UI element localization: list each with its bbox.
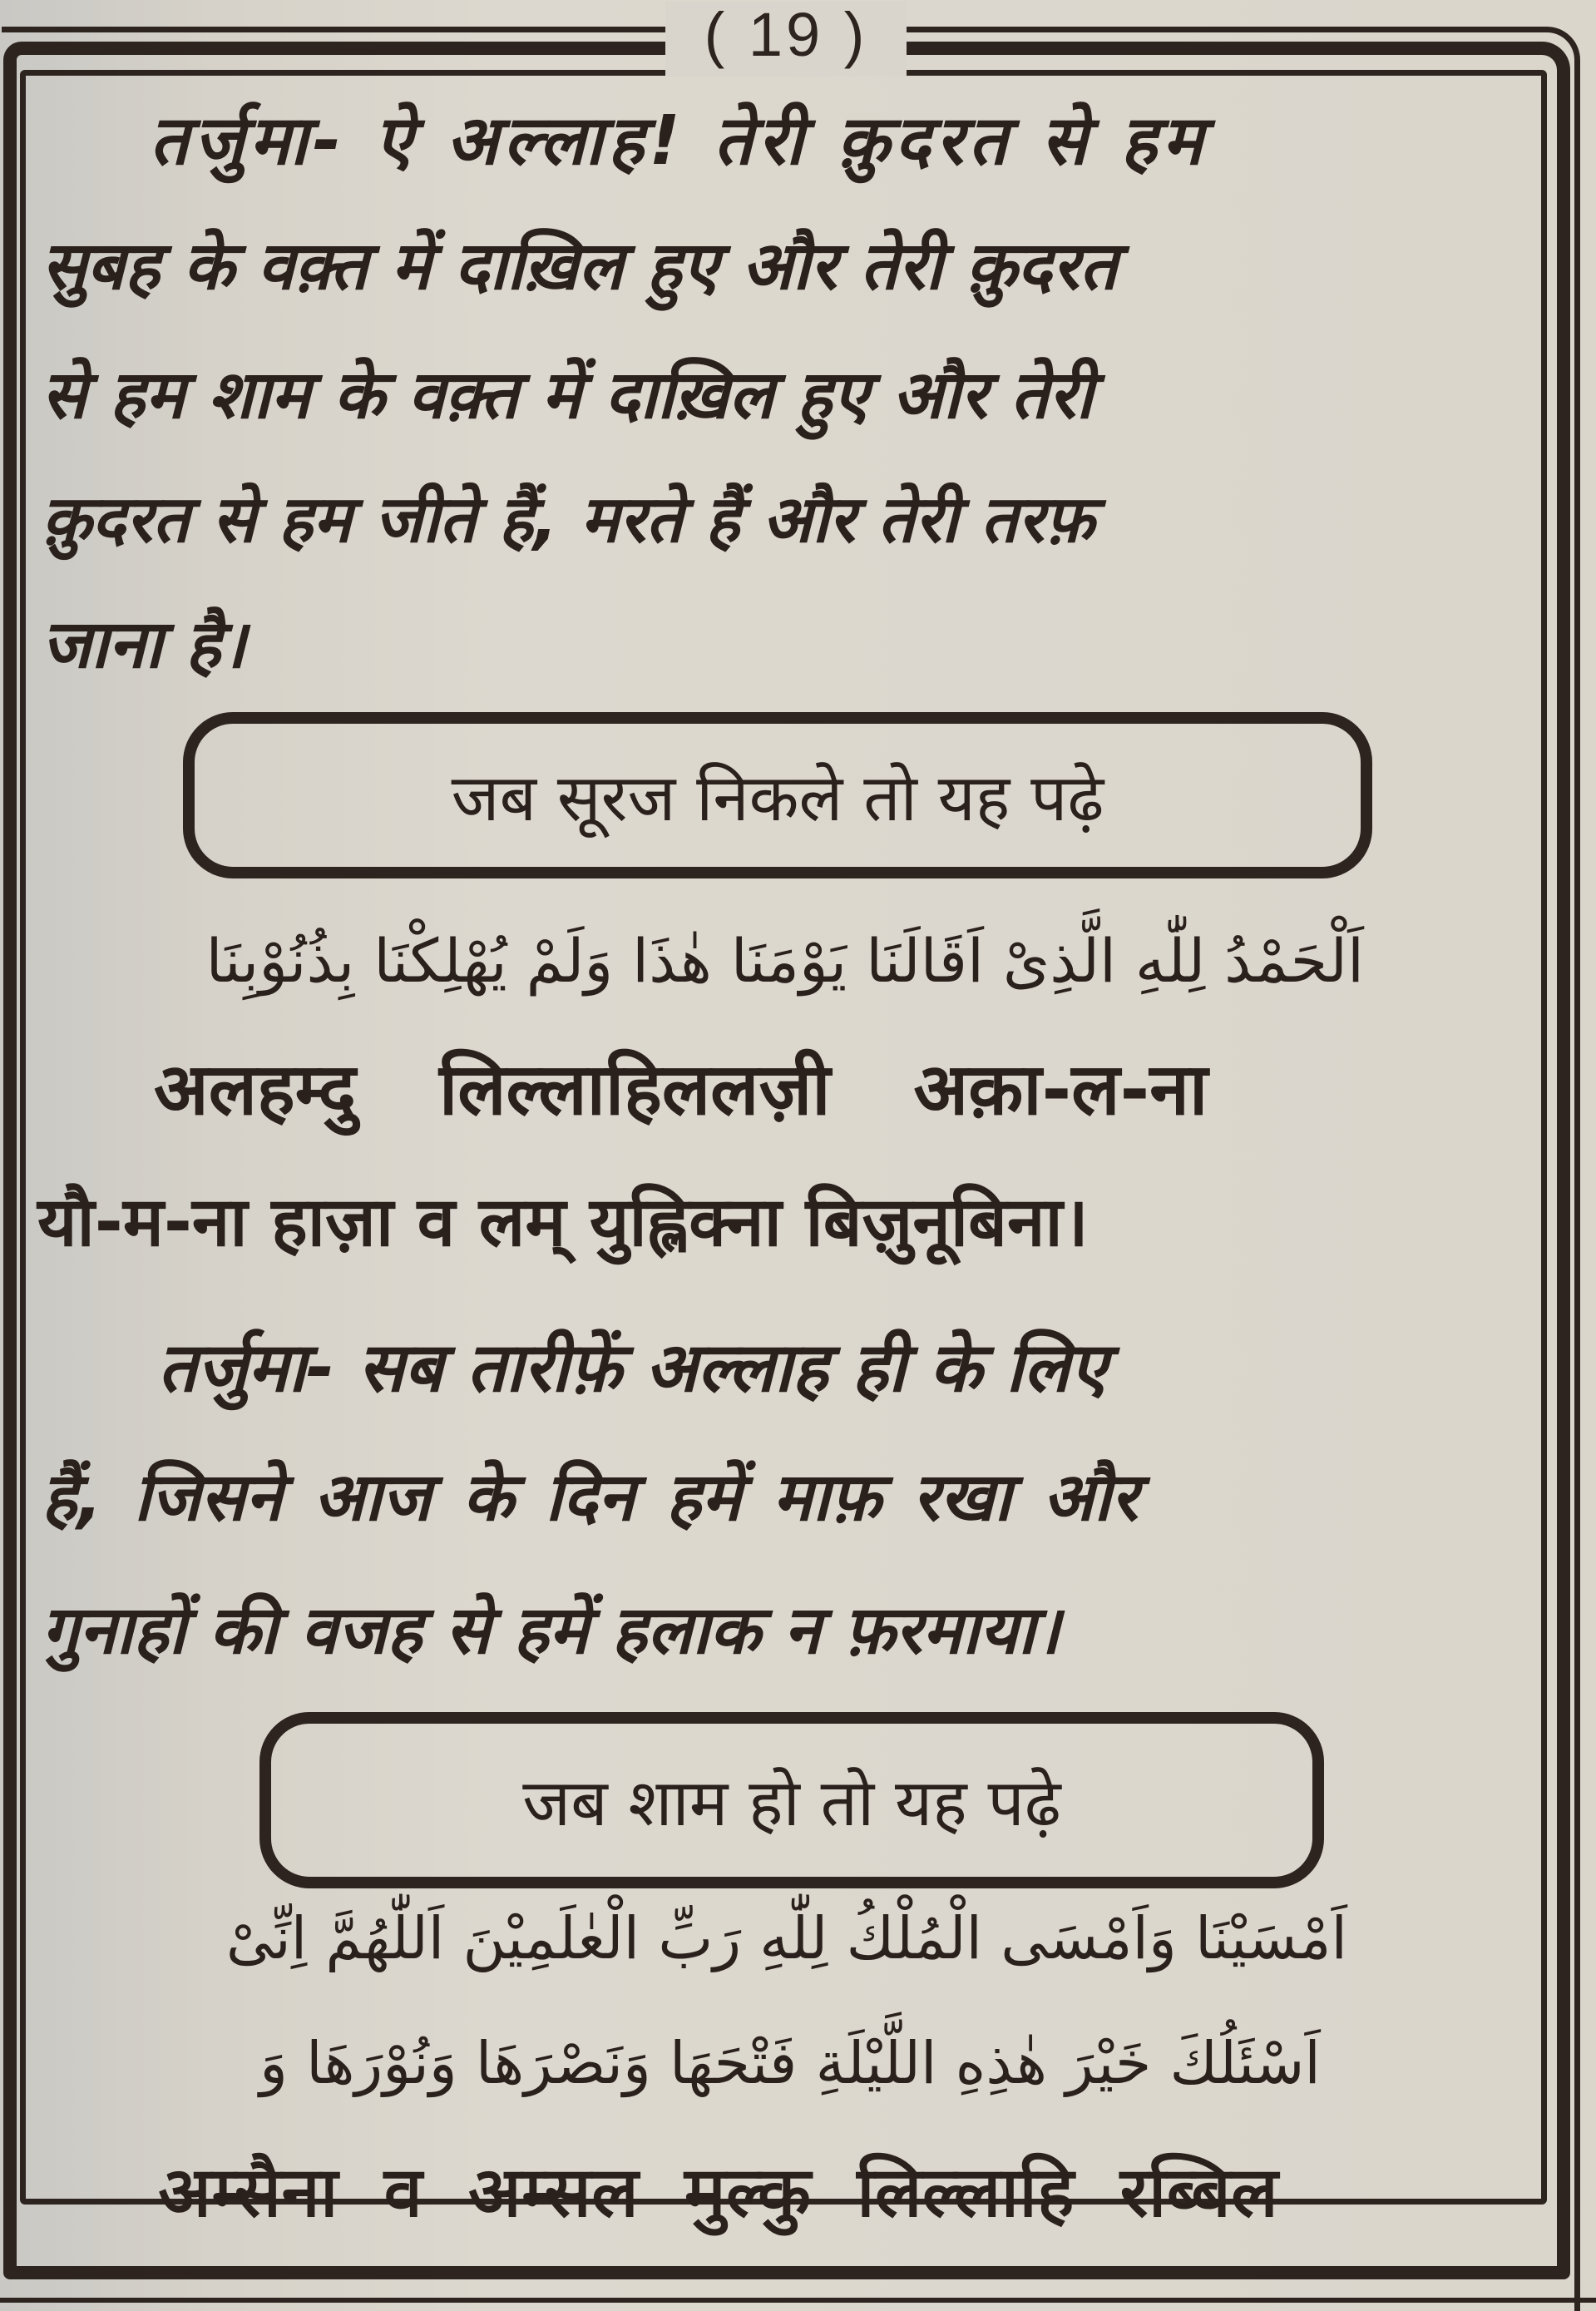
heading-evening-box xyxy=(259,1712,1324,1888)
transliteration-line: अलहम्दु लिल्लाहिललज़ी अक़ा-ल-ना xyxy=(154,1048,1208,1131)
translation-line: हैं, जिसने आज के दिन हमें माफ़ रखा और xyxy=(42,1458,1139,1536)
arabic-dua-evening-line: اَسْئَلُكَ خَيْرَ هٰذِهِ اللَّيْلَةِ فَتْحَهَا وَنَصْرَهَا وَنُوْرَهَا وَ xyxy=(259,2029,1321,2097)
arabic-dua-evening-line: اَمْسَيْنَا وَاَمْسَى الْمُلْكُ لِلّٰهِ رَبِّ الْعٰلَمِيْنَ اَللّٰهُمَّ اِنِّیْ xyxy=(225,1904,1347,1972)
arabic-dua-sunrise: اَلْحَمْدُ لِلّٰهِ الَّذِیْ اَقَالَنَا يَوْمَنَا هٰذَا وَلَمْ يُهْلِكْنَا بِذُنُوْبِنَا xyxy=(205,926,1364,996)
transliteration-line: अम्सैना व अम्सल मुल्कु लिल्लाहि रब्बिल xyxy=(158,2151,1278,2233)
text-line: सुबह के वक़्त में दाख़िल हुए और तेरी क़ुदरत xyxy=(42,227,1118,304)
translation-line: गुनाहों की वजह से हमें हलाक न फ़रमाया। xyxy=(42,1591,1060,1669)
text-line: क़ुदरत से हम जीते हैं, मरते हैं और तेरी तरफ़ xyxy=(42,482,1094,557)
page-number: ( 19 ) xyxy=(665,2,907,77)
text-line: से हम शाम के वक़्त में दाख़िल हुए और तेरी xyxy=(42,356,1094,433)
text-line: तर्जुमा- ऐ अल्लाह! तेरी क़ुदरत से हम xyxy=(150,101,1208,181)
heading-sunrise-box xyxy=(183,712,1372,878)
text-line: जाना है। xyxy=(42,606,246,683)
heading-sunrise: जब सूरज निकले तो यह पढ़े xyxy=(451,761,1104,836)
translation-line: तर्जुमा- सब तारीफ़ें अल्लाह ही के लिए xyxy=(158,1329,1108,1408)
page-border-bottom-line xyxy=(0,2298,1596,2303)
transliteration-line: यौ-म-ना हाज़ा व लम् युह्लिक्ना बिज़ुनूबिना। xyxy=(37,1183,1089,1262)
heading-evening: जब शाम हो तो यह पढ़े xyxy=(522,1766,1061,1841)
